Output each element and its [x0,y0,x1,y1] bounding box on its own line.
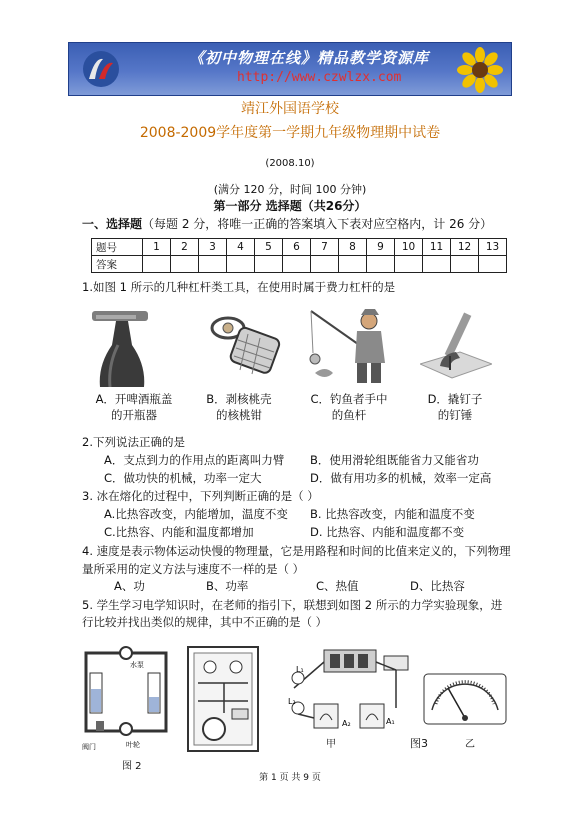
answer-cell[interactable] [479,256,507,273]
q3-option-a: A.比热容改变，内能增加，温度不变 [104,507,288,521]
section-heading [82,215,492,232]
table-cell: 6 [283,239,311,256]
table-row [92,256,507,273]
table-cell: 2 [171,239,199,256]
exam-date: (2008.10) [265,158,315,169]
site-logo-icon [81,49,121,89]
part-heading: 第一部分 选择题（共26分） [213,199,367,213]
exam-title: 2008-2009学年度第一学期九年级物理期中试卷 [139,125,441,141]
caption-line: 的开瓶器 [111,408,157,422]
question-4-line-1: 4. 速度是表示物体运动快慢的物理量，它是用路程和时间的比值来定义的，下列物理 [82,544,511,558]
banner-url[interactable]: http://www.czwlzx.com [237,70,402,85]
water-circuit-diagram [80,645,176,757]
question-1: 1.如图 1 所示的几种杠杆类工具，在使用时属于费力杠杆的是 [82,280,396,294]
answer-cell[interactable] [171,256,199,273]
option-c-caption [304,391,394,423]
caption-line: D．撬钉子 [427,392,483,406]
caption-line: B．剥核桃壳 [206,392,272,406]
table-head-answer: 答案 [92,256,143,273]
option-a-caption [90,391,178,423]
q3-option-c: C.比热容、内能和温度都增加 [104,525,254,539]
banner-title: 《初中物理在线》精品教学资源库 [189,49,430,67]
lamp-2-label: L₂ [288,697,296,706]
option-d-caption [412,391,498,423]
table-cell: 3 [199,239,227,256]
table-cell: 13 [479,239,507,256]
answer-cell[interactable] [143,256,171,273]
answer-cell[interactable] [367,256,395,273]
q2-option-c: C．做功快的机械，功率一定大 [104,471,262,485]
table-cell: 1 [143,239,171,256]
q2-option-b: B．使用滑轮组既能省力又能省功 [310,453,479,467]
q2-option-d: D．做有用功多的机械，效率一定高 [310,471,492,485]
question-5-line-1: 5. 学生学习电学知识时，在老师的指引下，联想到如图 2 所示的力学实验现象，进 [82,598,503,612]
question-3: 3. 冰在熔化的过程中，下列判断正确的是（ ） [82,489,319,503]
answer-cell[interactable] [451,256,479,273]
q3-option-d: D. 比热容、内能和温度都不变 [310,525,465,539]
table-cell: 12 [451,239,479,256]
answer-cell[interactable] [283,256,311,273]
answer-table [91,238,507,273]
lamp-1-label: L₁ [296,665,304,674]
figure-3-label: 图3 [410,737,428,750]
answer-cell[interactable] [199,256,227,273]
figure-3-yi-label: 乙 [465,739,475,750]
header-banner [68,42,512,96]
claw-hammer-image [420,308,492,382]
table-row [92,239,507,256]
q4-option-c: C、热值 [316,579,359,593]
question-2: 2.下列说法正确的是 [82,435,185,449]
q3-option-b: B. 比热容改变，内能和温度不变 [310,507,475,521]
table-cell: 8 [339,239,367,256]
question-5-line-2: 行比较并找出类似的规律，其中不正确的是（ ） [82,615,328,629]
bottle-opener-image [88,305,156,387]
nutcracker-image [204,308,286,380]
table-cell: 11 [423,239,451,256]
option-b-caption [195,391,283,423]
table-head-number: 题号 [92,239,143,256]
answer-cell[interactable] [227,256,255,273]
question-4-line-2: 量所采用的定义方法与速度不一样的是（ ） [82,562,305,576]
battery-circuit-diagram [284,648,414,734]
figure-2-label: 图 2 [122,761,142,772]
table-cell: 9 [367,239,395,256]
caption-line: 的核桃钳 [216,408,262,422]
pump-label: 水泵 [130,661,144,669]
caption-line: 的钉锤 [437,408,473,422]
q4-option-d: D、比热容 [410,579,465,593]
figure-3-jia-label: 甲 [326,739,336,750]
answer-cell[interactable] [255,256,283,273]
q2-option-a: A．支点到力的作用点的距离叫力臂 [104,453,285,467]
table-cell: 10 [395,239,423,256]
answer-cell[interactable] [339,256,367,273]
circuit-board-diagram [184,643,264,755]
ammeter-dial-diagram [422,672,508,726]
caption-line: C．钓鱼者手中 [310,392,388,406]
ammeter-1-label: A₁ [386,717,395,726]
table-cell: 4 [227,239,255,256]
sunflower-icon [457,47,503,93]
section-label: 一、选择题 [82,217,143,231]
valve-label: 阀门 [82,743,96,751]
section-instructions: （每题 2 分，将唯一正确的答案填入下表对应空格内，计 26 分） [142,217,493,231]
answer-cell[interactable] [395,256,423,273]
caption-line: A．开啤酒瓶盖 [95,392,173,406]
page-footer: 第 1 页 共 9 页 [259,773,321,783]
caption-line: 的鱼杆 [331,408,367,422]
answer-cell[interactable] [311,256,339,273]
school-name: 靖江外国语学校 [241,101,339,117]
table-cell: 7 [311,239,339,256]
table-cell: 5 [255,239,283,256]
q4-option-a: A、功 [114,579,145,593]
q4-option-b: B、功率 [206,579,249,593]
exam-score-time: (满分 120 分，时间 100 分钟) [213,183,367,196]
ammeter-2-label: A₂ [342,719,351,728]
fishing-rod-image [305,303,391,385]
wheel-label: 叶轮 [126,741,140,749]
answer-cell[interactable] [423,256,451,273]
